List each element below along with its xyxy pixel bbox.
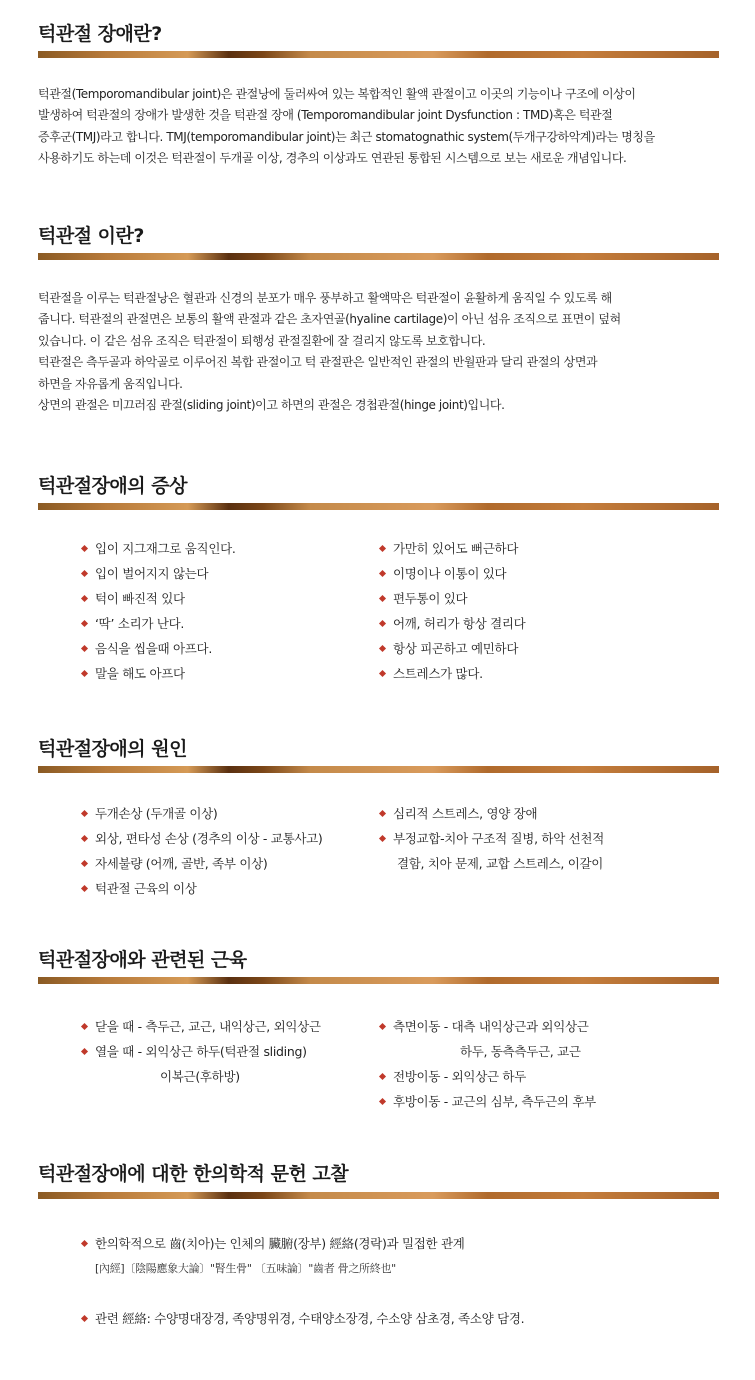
list-item: 말을 해도 아프다 [82, 661, 236, 686]
section-oriental-medicine [38, 1160, 719, 1326]
body-line: 증후군(TMJ)라고 합니다. TMJ(temporomandibular joint)는 최근 stomatognathic system(두개구강하악계)라는 명칭을 [38, 129, 655, 144]
list-item: 항상 피곤하고 예민하다 [380, 636, 525, 661]
list-item: 음식을 씹을때 아프다. [82, 636, 236, 661]
body-line: 상면의 관절은 미끄러짐 관절(sliding joint)이고 하면의 관절은 경첩관절(hinge joint)입니다. [38, 398, 505, 413]
section-related-muscles [38, 946, 719, 1109]
symptoms-right-list [380, 536, 525, 686]
section-title: 턱관절장애의 증상 [38, 475, 187, 497]
muscles-right-list [380, 1014, 596, 1114]
body-line: 줍니다. 턱관절의 관절면은 보통의 활액 관절과 같은 초자연골(hyaline cartilage)이 아닌 섬유 조직으로 표면이 덮혀 [38, 312, 621, 327]
list-item: 편두통이 있다 [380, 586, 525, 611]
list-item: 이명이나 이통이 있다 [380, 561, 525, 586]
list-item: 외상, 편타성 손상 (경추의 이상 - 교통사고) [82, 826, 322, 851]
symptoms-left-list [82, 536, 236, 686]
section-divider [38, 51, 719, 58]
list-item-continuation: 하두, 동측측두근, 교근 [460, 1044, 581, 1059]
body-line: 사용하기도 하는데 이것은 턱관절이 두개골 이상, 경추의 이상과도 연관된 통합된 시스템으로 보는 새로운 개념입니다. [38, 151, 627, 166]
list-item-continuation: 결함, 치아 문제, 교합 스트레스, 이갈이 [397, 856, 604, 871]
list-item: 전방이동 - 외익상근 하두 [380, 1064, 596, 1089]
causes-right-list [380, 801, 604, 876]
list-item: 입이 벌어지지 않는다 [82, 561, 236, 586]
list-item: 닫을 때 - 측두근, 교근, 내익상근, 외익상근 [82, 1014, 321, 1039]
list-item: 어깨, 허리가 항상 결리다 [380, 611, 525, 636]
list-item: 열을 때 - 외익상근 하두(턱관절 sliding) [82, 1039, 321, 1064]
section-symptoms [38, 472, 719, 681]
list-item: 심리적 스트레스, 영양 장애 [380, 801, 604, 826]
section-title: 턱관절장애와 관련된 근육 [38, 949, 247, 971]
body-line: 턱관절을 이루는 턱관절낭은 혈관과 신경의 분포가 매우 풍부하고 활액막은 턱관절이 윤활하게 움직일 수 있도록 해 [38, 291, 612, 305]
section-title: 턱관절장애의 원인 [38, 738, 187, 760]
list-item: 턱이 빠진적 있다 [82, 586, 236, 611]
list-item: ‘딱’ 소리가 난다. [82, 611, 236, 636]
muscles-left-list [82, 1014, 321, 1089]
section-body [38, 288, 719, 416]
list-item: 한의학적으로 齒(치아)는 인체의 臟腑(장부) 經絡(경락)과 밀접한 관계 [82, 1231, 524, 1256]
oriental-medicine-list [82, 1231, 524, 1331]
body-line: 하면을 자유롭게 움직입니다. [38, 376, 183, 391]
section-tmd-definition [38, 20, 719, 166]
list-item: 턱관절 근육의 이상 [82, 876, 322, 901]
list-item: 후방이동 - 교근의 심부, 측두근의 후부 [380, 1089, 596, 1114]
section-divider [38, 766, 719, 773]
list-item: 가만히 있어도 뻐근하다 [380, 536, 525, 561]
causes-left-list [82, 801, 322, 901]
section-title: 턱관절 장애란? [38, 23, 162, 45]
classic-quote: [內經]〔陰陽應象大論〕"腎生骨" 〔五味論〕"齒者 骨之所終也" [95, 1262, 396, 1275]
section-divider [38, 977, 719, 984]
body-line: 발생하여 턱관절의 장애가 발생한 것을 턱관절 장애 (Temporomandibular joint Dysfunction : TMD)혹은 턱관절 [38, 108, 613, 123]
section-tmj-definition [38, 222, 719, 413]
body-line: 있습니다. 이 같은 섬유 조직은 턱관절이 퇴행성 관절질환에 잘 걸리지 않도록 보호합니다. [38, 333, 486, 348]
list-item: 부정교합-치아 구조적 질병, 하악 선천적 [380, 826, 604, 851]
section-title: 턱관절장애에 대한 한의학적 문헌 고찰 [38, 1163, 349, 1185]
section-title: 턱관절 이란? [38, 225, 144, 247]
section-body [38, 84, 719, 170]
section-divider [38, 253, 719, 260]
list-item: 입이 지그재그로 움직인다. [82, 536, 236, 561]
list-item: 측면이동 - 대측 내익상근과 외익상근 [380, 1014, 596, 1039]
body-line: 턱관절은 측두골과 하악골로 이루어진 복합 관절이고 턱 관절판은 일반적인 관절의 반월판과 달리 관절의 상면과 [38, 355, 598, 370]
list-item: 관련 經絡: 수양명대장경, 족양명위경, 수태양소장경, 수소양 삼초경, 족소양 담경. [82, 1306, 524, 1331]
list-item: 자세불량 (어깨, 골반, 족부 이상) [82, 851, 322, 876]
section-divider [38, 503, 719, 510]
list-item-continuation: 이복근(후하방) [160, 1069, 240, 1084]
section-causes [38, 735, 719, 896]
body-line: 턱관절(Temporomandibular joint)은 관절낭에 둘러싸여 있는 복합적인 활액 관절이고 이곳의 기능이나 구조에 이상이 [38, 87, 636, 101]
list-item: 스트레스가 많다. [380, 661, 525, 686]
section-divider [38, 1192, 719, 1199]
list-item: 두개손상 (두개골 이상) [82, 801, 322, 826]
